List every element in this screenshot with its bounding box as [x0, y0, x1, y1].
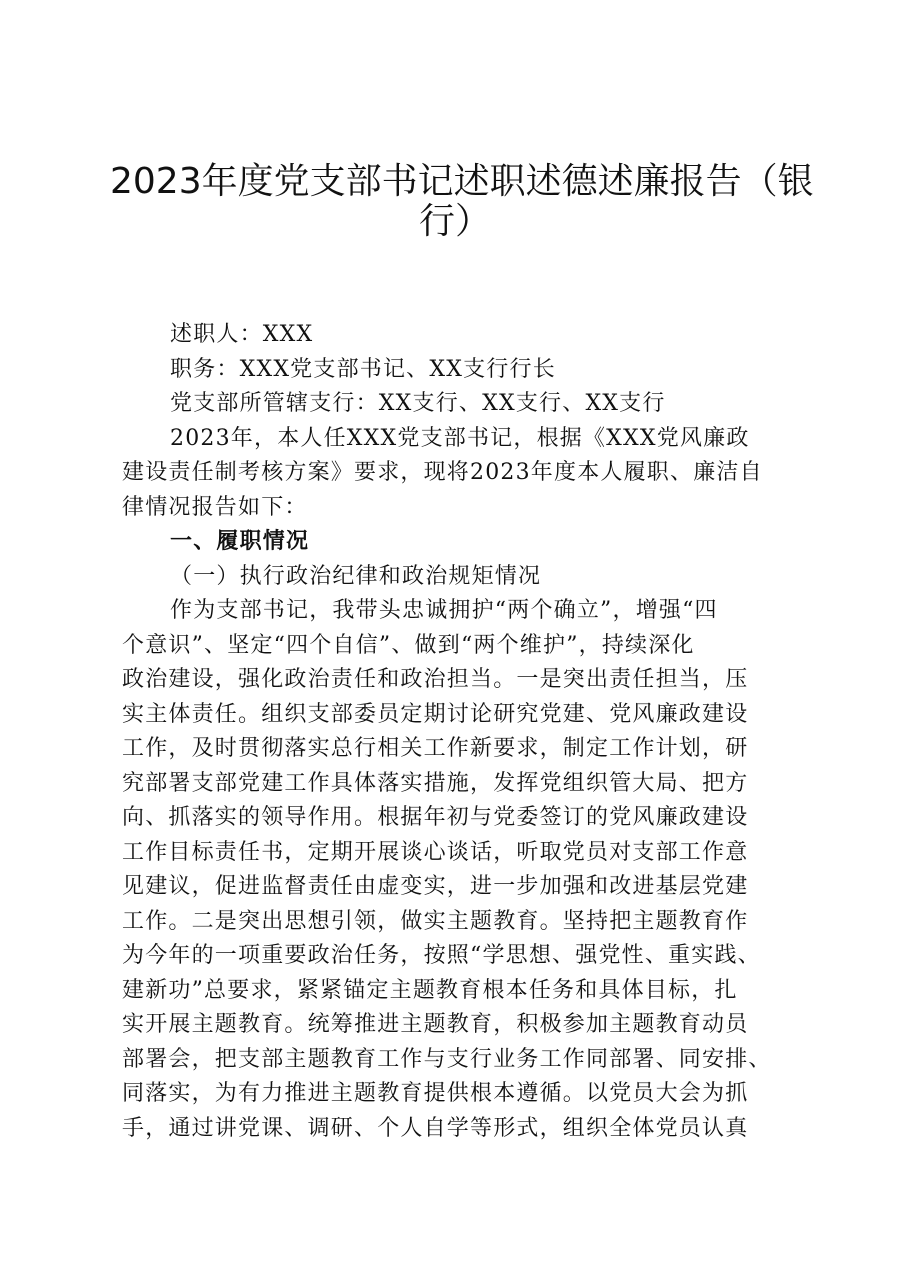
paragraph-line: 工作，及时贯彻落实总行相关工作新要求，制定工作计划，研	[122, 736, 749, 761]
position-line: 职务：XXX党支部书记、XX支行行长	[170, 356, 556, 382]
paragraph-line: 建设责任制考核方案》要求，现将2023年度本人履职、廉洁自	[122, 460, 763, 485]
section-heading: 一、履职情况	[170, 529, 310, 554]
paragraph-line: 建新功”总要求，紧紧锚定主题教育根本任务和具体目标，扎	[122, 977, 738, 1003]
reporter-line: 述职人：XXX	[170, 322, 314, 347]
document-body	[122, 318, 812, 1146]
subsection-heading: （一）执行政治纪律和政治规矩情况	[170, 563, 542, 589]
paragraph-line: 律情况报告如下：	[122, 494, 308, 520]
paragraph-line: 2023年，本人任XXX党支部书记，根据《XXX党风廉政	[170, 425, 750, 451]
branches-line: 党支部所管辖支行：XX支行、XX支行、XX支行	[170, 391, 666, 416]
paragraph-line: 见建议，促进监督责任由虚变实，进一步加强和改进基层党建	[122, 874, 749, 899]
paragraph-line: 工作。二是突出思想引领，做实主题教育。坚持把主题教育作	[122, 908, 749, 934]
paragraph-line: 手，通过讲党课、调研、个人自学等形式，组织全体党员认真	[122, 1115, 749, 1141]
paragraph-line: 工作目标责任书，定期开展谈心谈话，听取党员对支部工作意	[122, 839, 749, 865]
paragraph-line: 政治建设，强化政治责任和政治担当。一是突出责任担当，压	[122, 667, 749, 692]
paragraph-line: 向、抓落实的领导作用。根据年初与党委签订的党风廉政建设	[122, 805, 749, 830]
paragraph-line: 实主体责任。组织支部委员定期讨论研究党建、党风廉政建设	[122, 701, 749, 727]
paragraph-line: 实开展主题教育。统筹推进主题教育，积极参加主题教育动员	[122, 1012, 749, 1037]
document-title-line-1: 2023年度党支部书记述职述德述廉报告（银	[110, 161, 814, 202]
paragraph-line: 究部署支部党建工作具体落实措施，发挥党组织管大局、把方	[122, 770, 749, 796]
paragraph-line: 个意识”、坚定“四个自信”、做到“两个维护”，持续深化	[122, 632, 695, 658]
paragraph-line: 为今年的一项重要政治任务，按照“学思想、强党性、重实践、	[122, 943, 761, 968]
paragraph-line: 部署会，把支部主题教育工作与支行业务工作同部署、同安排、	[122, 1046, 772, 1072]
paragraph-line: 作为支部书记，我带头忠诚拥护“两个确立”，增强“四	[170, 598, 718, 623]
paragraph-line: 同落实，为有力推进主题教育提供根本遵循。以党员大会为抓	[122, 1081, 749, 1106]
document-title-line-2: 行）	[418, 201, 491, 242]
